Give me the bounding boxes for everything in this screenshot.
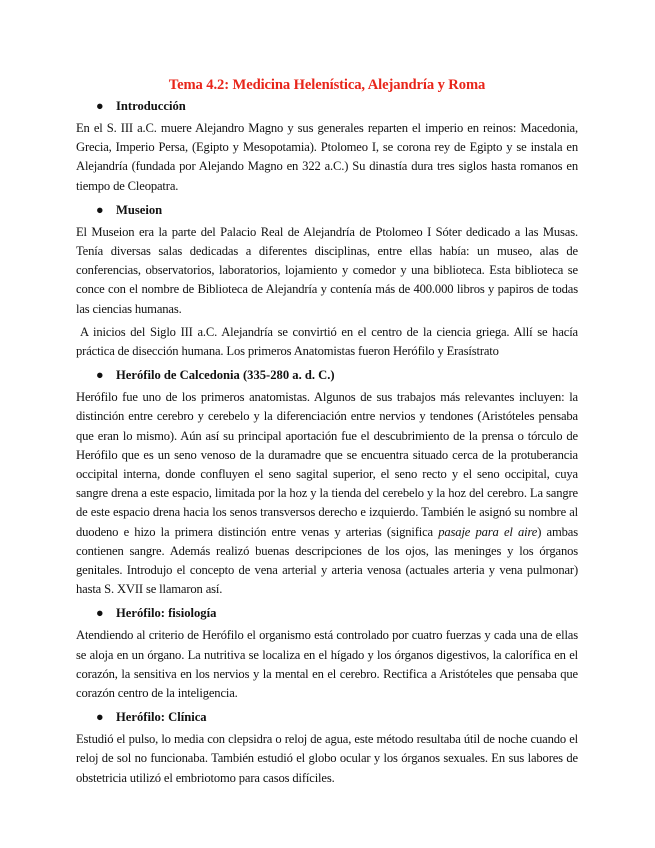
paragraph-text: Herófilo fue uno de los primeros anatomistas. Algunos de sus trabajos más relevantes incluyen: la distinción entre cerebro y cerebelo y la diferenciación entre nervios y tendones (Aristóteles pensaba que eran lo mismo). Aún así su principal aportación fue el descubrimiento de la prensa o tórculo de Herófilo que es un seno venoso de la duramadre que se encuentra situado cerca de la protuberancia occipital interna, donde confluyen el seno sagital superior, el seno recto y el seno occipital, cuya sangre drena a este espacio, limitada por la hoz y la tienda del cerebelo y la hoz del cerebro. La sangre de este espacio drena hacia los senos transversos derecho e izquierdo. También le asignó su nombre al duodeno e hizo la primera distinción entre venas y arterias (significa [76, 390, 578, 539]
section-heading-label: Museion [116, 202, 163, 217]
section-heading-label: Herófilo: Clínica [116, 710, 207, 725]
paragraph-text: ) ambas contienen sangre. Además realizó buenas descripciones de los ojos, las meninges y los órganos genitales. Introdujo el concepto de vena arterial y arteria venosa (actuales arteria y vena pulmonar) hasta S. XVII se llamaron así. [76, 524, 578, 597]
bullet-icon: ● [96, 99, 104, 113]
section-heading-herofilo-calcedonia [76, 366, 578, 385]
section-heading-introduccion [76, 97, 578, 116]
bullet-icon: ● [96, 202, 104, 217]
paragraph-herofilo-clinica: Estudió el pulso, lo media con clepsidra o reloj de agua, este método resultaba útil de noche cuando el reloj de sol no funcionaba. También estudió el globo ocular y los órganos sexuales. En sus labores de obstetricia utilizó el embriotomo para casos difíciles. [76, 732, 578, 785]
bullet-icon: ● [96, 710, 104, 725]
section-heading-museion [76, 201, 578, 220]
paragraph-herofilo-calcedonia [76, 388, 578, 599]
italic-term: pasaje para el aire [438, 524, 538, 539]
bullet-icon: ● [96, 606, 104, 621]
paragraph-alejandria-ciencia: A inicios del Siglo III a.C. Alejandría se convirtió en el centro de la ciencia griega. Allí se hacía práctica de disección humana. Los primeros Anatomistas fueron Herófilo y Erasístrato [76, 324, 578, 359]
bullet-icon: ● [96, 368, 104, 383]
paragraph-herofilo-fisiologia: Atendiendo al criterio de Herófilo el organismo está controlado por cuatro fuerzas y cada una de ellas se aloja en un órgano. La nutritiva se localiza en el hígado y los órganos digestivos, la calorífica en el corazón, la sensitiva en los nervios y la mental en el cerebro. Rectifica a Aristóteles que pensaba que corazón centro de la inteligencia. [76, 628, 578, 701]
section-heading-herofilo-fisiologia [76, 604, 578, 623]
document-page [76, 76, 578, 793]
section-heading-label: Introducción [116, 99, 186, 113]
document-title: Tema 4.2: Medicina Helenística, Alejandría y Roma [168, 77, 486, 93]
paragraph-museion: El Museion era la parte del Palacio Real de Alejandría de Ptolomeo I Sóter dedicado a las Musas. Tenía diversas salas dedicadas a diferentes disciplinas, entre ellas había: un museo, alas de conferencias, observatorios, laboratorios, lojamiento y comedor y una biblioteca. Esta biblioteca se conce con el nombre de Biblioteca de Alejandría y contenía más de 400.000 libros y papiros de todas las ciencias humanas. [76, 224, 578, 316]
section-heading-herofilo-clinica [76, 708, 578, 727]
section-heading-label: Herófilo de Calcedonia (335-280 a. d. C.) [116, 368, 335, 383]
paragraph-introduccion: En el S. III a.C. muere Alejandro Magno y sus generales reparten el imperio en reinos: Macedonia, Grecia, Imperio Persa, (Egipto y Mesopotamia). Ptolomeo I, se corona rey de Egipto y se instala en Alejandría (fundada por Alejando Magno en 322 a.C.) Su dinastía dura tres siglos hasta romanos en tiempo de Cleopatra. [76, 121, 578, 193]
section-heading-label: Herófilo: fisiología [116, 606, 217, 621]
